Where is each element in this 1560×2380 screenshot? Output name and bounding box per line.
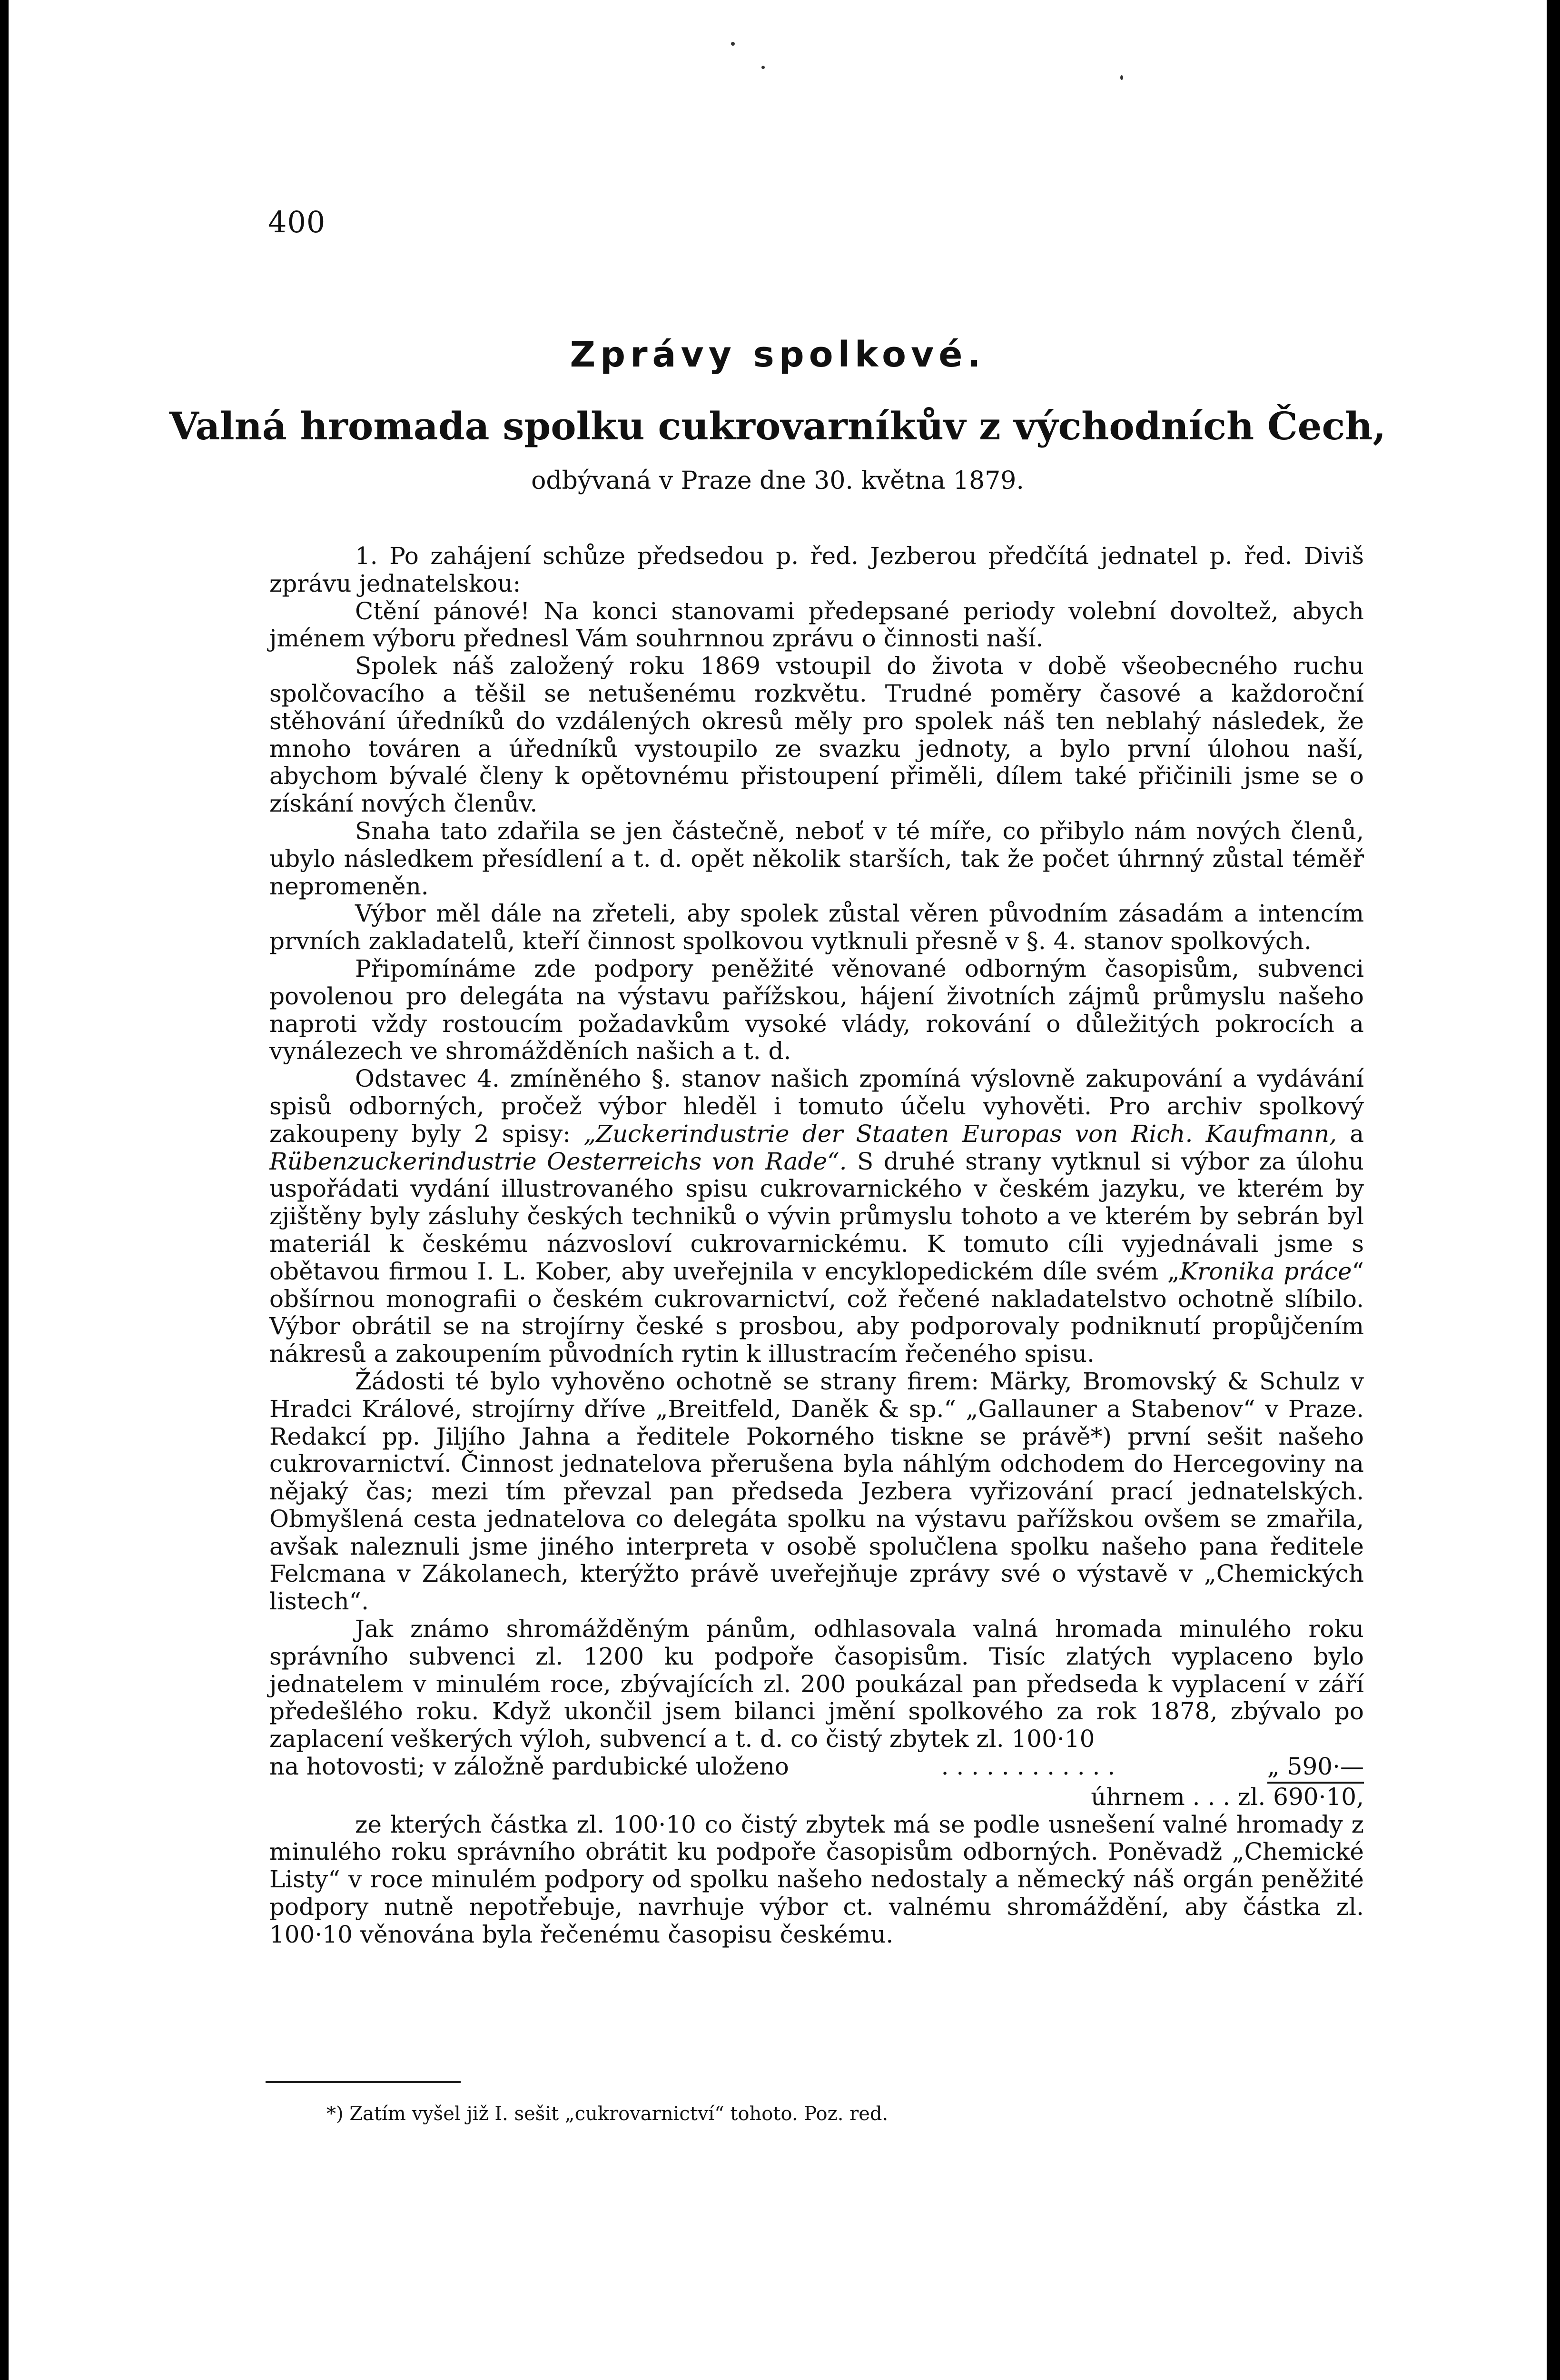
ledger-line [269, 1753, 1364, 1784]
page-number: 400 [268, 205, 326, 239]
article-body [269, 543, 1364, 1949]
ledger-label: na hotovosti; v záložně pardubické uloženo [269, 1753, 789, 1781]
footnote-divider [266, 2081, 461, 2083]
paragraph [269, 1065, 1364, 1368]
article-title: Valná hromada spolku cukrovarníkův z východních Čech, [169, 404, 1386, 448]
scan-speck [761, 66, 765, 69]
total-line [269, 1784, 1364, 1811]
scan-speck [1120, 75, 1123, 80]
ledger-dots: . . . . . . . . . . . . [941, 1753, 1116, 1781]
paragraph-text: a [1337, 1120, 1364, 1148]
paragraph: Spolek náš založený roku 1869 vstoupil do života v době všeobecného ruchu spolčovacího a těšil se netušenému rozkvětu. Trudné poměry časové a každoroční stěhování úředníků do vzdálených okresů měly pro spolek náš ten neblahý následek, že mnoho továren a úředníků vystoupilo ze svazku jednoty, a bylo první úlohou naší, abychom bývalé členy k opětovnému přistoupení přiměli, dílem také přičinili jsme se o získání nových členův. [269, 652, 1364, 818]
paragraph: Jak známo shromážděným pánům, odhlasovala valná hromada minulého roku správního subvenci zl. 1200 ku podpoře časopisům. Tisíc zlatých vyplaceno bylo jednatelem v minulém roce, zbývajících zl. 200 poukázal pan předseda k vyplacení v září předešlého roku. Když ukončil jsem bilanci jmění spolkového za rok 1878, zbývalo po zaplacení veškerých výloh, subvencí a t. d. co čistý zbytek zl. 100·10 [269, 1615, 1364, 1753]
document-page [9, 0, 1547, 2380]
book-title: Kronika práce [1179, 1257, 1352, 1285]
paragraph: ze kterých částka zl. 100·10 co čistý zbytek má se podle usnešení valné hromady z minulého roku správního obrátit ku podpoře časopisům odborných. Poněvadž „Chemické Listy“ v roce minulém podpory od spolku našeho nedostaly a německý náš orgán peněžité podpory nutně nepotřebuje, navrhuje výbor ct. valnému shromáždění, aby částka zl. 100·10 věnována byla řečenému časopisu českému. [269, 1810, 1364, 1948]
paragraph-text: S druhé strany vytknul si výbor za úlohu uspořádati vydání illustrovaného spisu cukrovarnického v českém jazyku, ve kterém by zjištěny byly zásluhy českých techniků o vývin průmyslu tohoto a ve kterém by sebrán byl materiál k českému názvosloví cukrovarnickému. K tomuto cíli vyjednávali jsme s obětavou firmou I. L. Kober, aby uveřejnila v encyklopedickém díle svém „ [269, 1147, 1364, 1285]
book-title: Rübenzuckerindustrie Oesterreichs von Rade“. [269, 1147, 847, 1175]
paragraph-text: Odstavec 4. zmíněného §. stanov našich zpomíná výslovně zakupování a vydávání spisů odborných, pročež výbor hleděl i tomuto účelu vyhověti. Pro archiv spolkový zakoupeny byly 2 spisy: [269, 1065, 1364, 1148]
section-title: Zprávy spolkové. [570, 334, 986, 375]
paragraph: Výbor měl dále na zřeteli, aby spolek zůstal věren původním zásadám a intencím prvních zakladatelů, kteří činnost spolkovou vytknuli přesně v §. 4. stanov spolkových. [269, 900, 1364, 955]
article-subtitle: odbývaná v Praze dne 30. května 1879. [531, 466, 1024, 495]
ledger-amount: „ 590·— [1267, 1753, 1364, 1784]
paragraph: Snaha tato zdařila se jen částečně, neboť v té míře, co přibylo nám nových členů, ubylo následkem přesídlení a t. d. opět několik starších, tak že počet úhrnný zůstal téměř nepromeněn. [269, 817, 1364, 900]
scan-speck [731, 42, 735, 46]
paragraph-text: “ obšírnou monografii o českém cukrovarnictví, což řečené nakladatelstvo ochotně slíbilo. Výbor obrátil se na strojírny české s prosbou, aby podporovaly podniknutí propůjčením nákresů a zakoupením původních rytin k illustracím řečeného spisu. [269, 1257, 1364, 1368]
paragraph: Připomínáme zde podpory peněžité věnované odborným časopisům, subvenci povolenou pro delegáta na výstavu pařížskou, hájení životních zájmů průmyslu našeho naproti vždy rostoucím požadavkům vysoké vlády, rokování o důležitých pokrocích a vynálezech ve shromážděních našich a t. d. [269, 954, 1364, 1065]
total-label: úhrnem [1091, 1783, 1185, 1811]
paragraph: Ctění pánové! Na konci stanovami předepsané periody volební dovoltež, abych jménem výboru přednesl Vám souhrnnou zprávu o činnosti naší. [269, 597, 1364, 653]
footnote: *) Zatím vyšel již I. sešit „cukrovarnictví“ tohoto. Poz. red. [326, 2103, 889, 2125]
total-amount: zl. 690·10, [1238, 1783, 1364, 1811]
paragraph: 1. Po zahájení schůze předsedou p. řed. Jezberou předčítá jednatel p. řed. Diviš zprávu jednatelskou: [269, 542, 1364, 597]
book-title: „Zuckerindustrie der Staaten Europas von Rich. Kaufmann, [583, 1120, 1337, 1148]
paragraph: Žádosti té bylo vyhověno ochotně se strany firem: Märky, Bromovský & Schulz v Hradci Králové, strojírny dříve „Breitfeld, Daněk & sp.“ „Gallauner a Stabenov“ v Praze. Redakcí pp. Jiljího Jahna a ředitele Pokorného tiskne se právě*) první sešit našeho cukrovarnictví. Činnost jednatelova přerušena byla náhlým odchodem do Hercegoviny na nějaký čas; mezi tím převzal pan předseda Jezbera vyřizování prací jednatelských. Obmyšlená cesta jednatelova co delegáta spolku na výstavu pařížskou ovšem se zmařila, avšak naleznuli jsme jiného interpreta v osobě spolučlena spolku našeho pana ředitele Felcmana v Zákolanech, kterýžto právě uveřejňuje zprávy své o výstavě v „Chemických listech“. [269, 1367, 1364, 1616]
total-dots: . . . [1192, 1783, 1231, 1811]
